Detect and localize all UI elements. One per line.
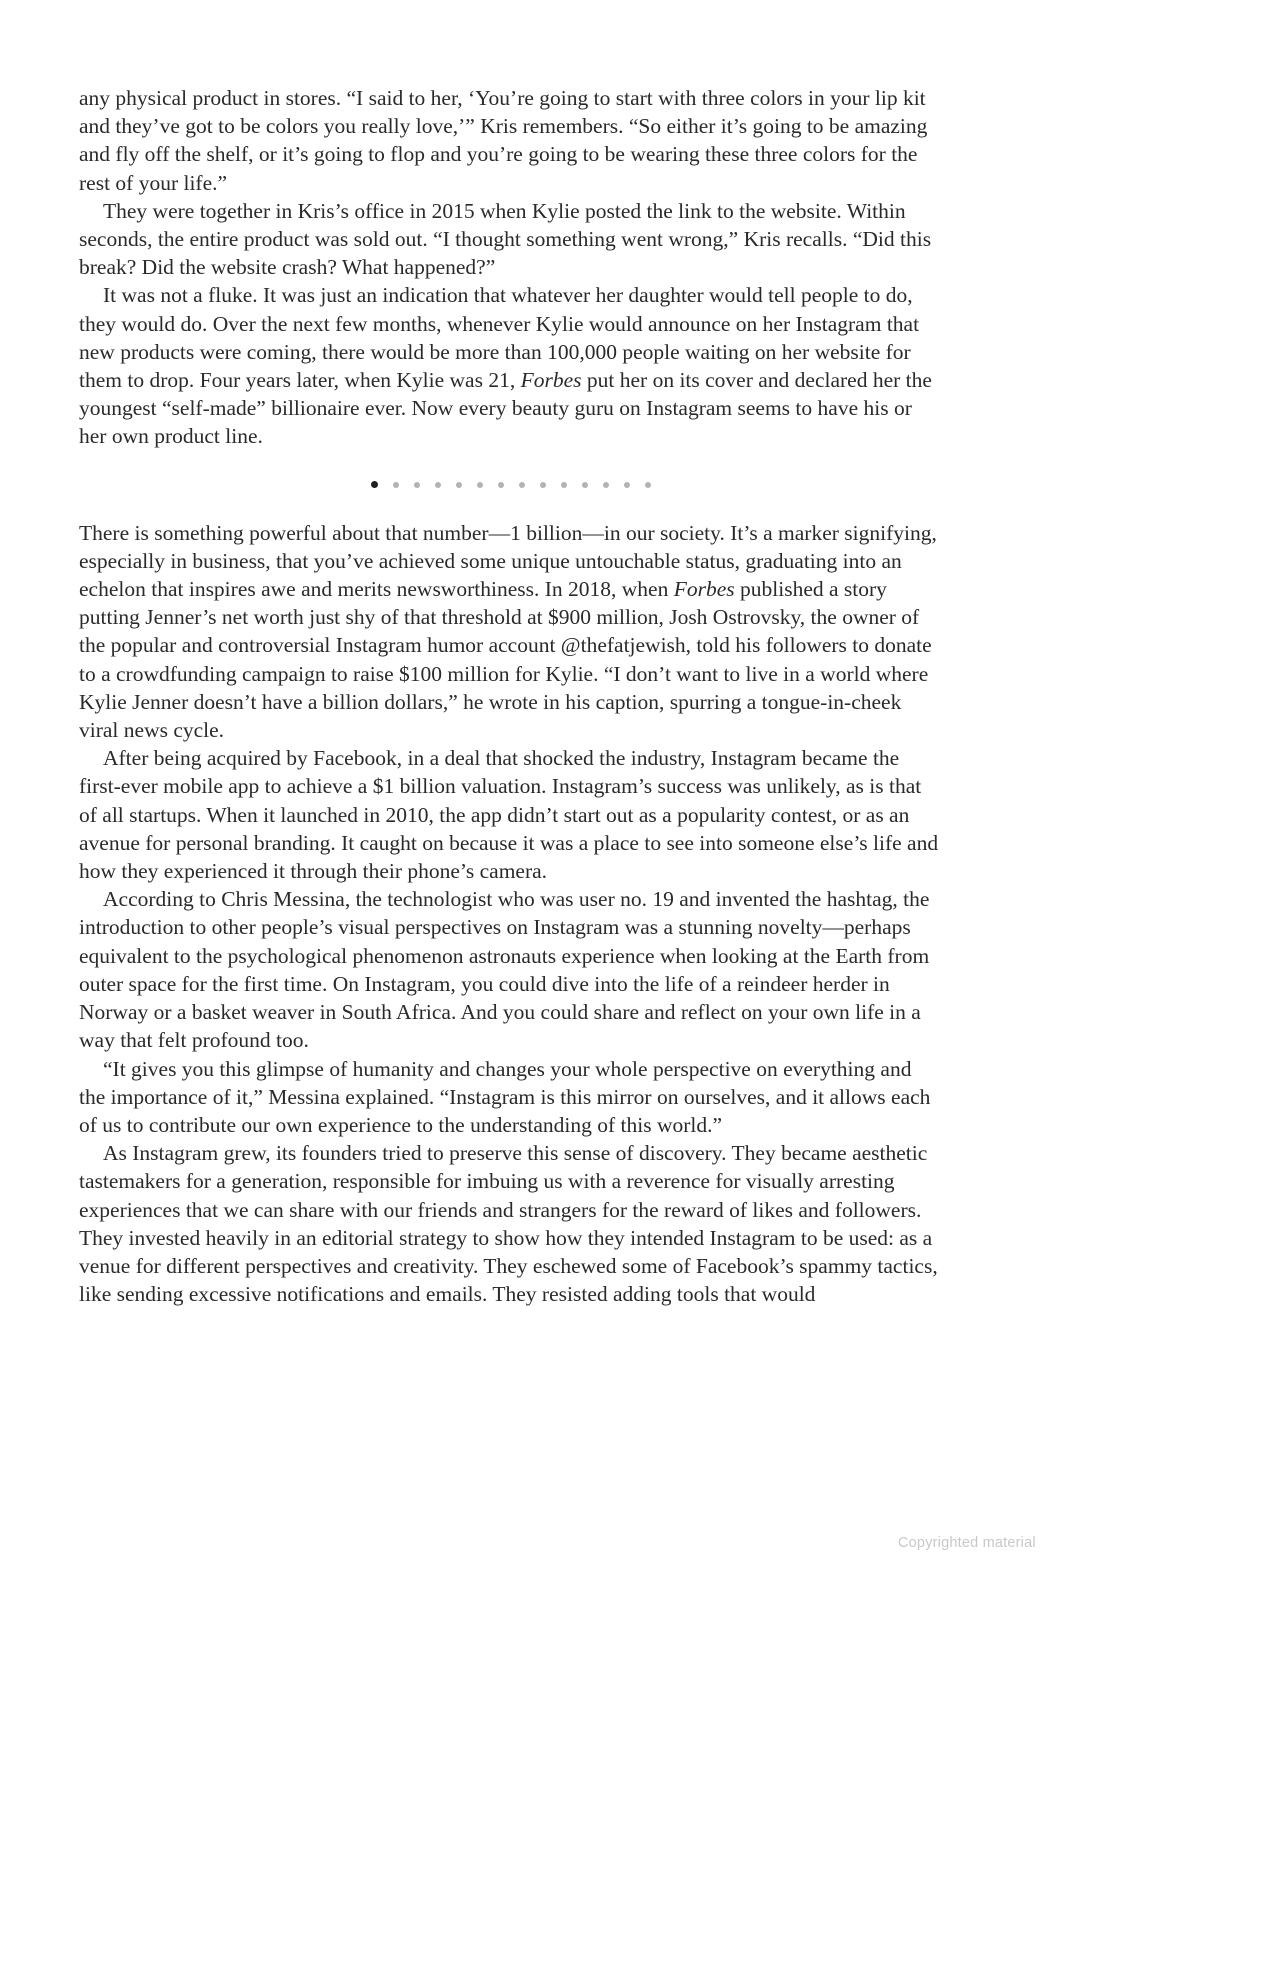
- separator-dot-active: [371, 481, 378, 488]
- paragraph: [79, 84, 943, 197]
- paragraph: [79, 744, 943, 885]
- text-run: put her on its cover and declared her the youngest “self-made” billionaire ever. Now every beauty guru on Instagram seems to have his or her own product line.: [79, 368, 932, 449]
- separator-dot: [393, 482, 399, 488]
- text-run: There is something powerful about that number—1 billion—in our society. It’s a marker signifying, especially in business, that you’ve achieved some unique untouchable status, graduating into an echelon that inspires awe and merits newsworthiness. In 2018, when: [79, 520, 937, 602]
- paragraph: [79, 519, 943, 745]
- text-run: As Instagram grew, its founders tried to preserve this sense of discovery. They became aesthetic tastemakers for a generation, responsible for imbuing us with a reverence for visually arresting experiences that we can share with our friends and strangers for the reward of likes and followers. They invested heavily in an editorial strategy to show how they intended Instagram to be used: as a venue for different perspectives and creativity. They eschewed some of Facebook’s spammy tactics, like sending excessive notifications and emails. They resisted adding tools that would: [79, 1141, 938, 1307]
- separator-dot: [435, 482, 441, 488]
- text-run: According to Chris Messina, the technologist who was user no. 19 and invented the hashtag, the introduction to other people’s visual perspectives on Instagram was a stunning novelty—perhaps equivalent to the psychological phenomenon astronauts experience when looking at the Earth from outer space for the first time. On Instagram, you could dive into the life of a reindeer herder in Norway or a basket weaver in South Africa. And you could share and reflect on your own life in a way that felt profound too.: [79, 887, 930, 1053]
- separator-dot: [456, 482, 462, 488]
- separator-dot: [624, 482, 630, 488]
- italic-text-run: Forbes: [520, 368, 582, 393]
- section-separator-dots: [79, 481, 943, 489]
- paragraph: [79, 1055, 943, 1140]
- text-run: “It gives you this glimpse of humanity and changes your whole perspective on everything and the importance of it,” Messina explained. “Instagram is this mirror on ourselves, and it allows each of us to contribute our own experience to the understanding of this world.”: [79, 1056, 931, 1137]
- separator-dot: [603, 482, 609, 488]
- separator-dot: [414, 482, 420, 488]
- text-run: After being acquired by Facebook, in a deal that shocked the industry, Instagram became the first-ever mobile app to achieve a $1 billion valuation. Instagram’s success was unlikely, as is that of all startups. When it launched in 2010, the app didn’t start out as a popularity contest, or as an avenue for personal branding. It caught on because it was a place to see into someone else’s life and how they experienced it through their phone’s camera.: [79, 746, 939, 884]
- separator-dot: [519, 482, 525, 488]
- separator-dot: [477, 482, 483, 488]
- separator-dot: [582, 482, 588, 488]
- paragraph: [79, 885, 943, 1054]
- separator-dot: [561, 482, 567, 488]
- paragraph: [79, 197, 943, 282]
- text-run: any physical product in stores. “I said to her, ‘You’re going to start with three colors in your lip kit and they’ve got to be colors you really love,’” Kris remembers. “So either it’s going to be amazing and fly off the shelf, or it’s going to flop and you’re going to be wearing these three colors for the rest of your life.”: [79, 86, 928, 195]
- separator-dot: [498, 482, 504, 488]
- text-run: It was not a fluke. It was just an indication that whatever her daughter would tell people to do, they would do. Over the next few months, whenever Kylie would announce on her Instagram that new products were coming, there would be more than 100,000 people waiting on her website for them to drop. Four years later, when Kylie was 21,: [79, 283, 920, 393]
- italic-text-run: Forbes: [673, 577, 735, 602]
- separator-dot: [540, 482, 546, 488]
- copyright-watermark: Copyrighted material: [898, 1535, 1036, 1551]
- paragraph: [79, 281, 943, 450]
- separator-dot: [645, 482, 651, 488]
- text-section-2: [79, 519, 943, 1309]
- text-run: They were together in Kris’s office in 2015 when Kylie posted the link to the website. Within seconds, the entire product was sold out. “I thought something went wrong,” Kris recalls. “Did this break? Did the website crash? What happened?”: [79, 198, 932, 280]
- text-run: published a story putting Jenner’s net worth just shy of that threshold at $900 million, Josh Ostrovsky, the owner of the popular and controversial Instagram humor account @thefatjewish, told his followers to donate to a crowdfunding campaign to raise $100 million for Kylie. “I don’t want to live in a world where Kylie Jenner doesn’t have a billion dollars,” he wrote in his caption, spurring a tongue-in-cheek viral news cycle.: [79, 577, 932, 743]
- paragraph: [79, 1139, 943, 1308]
- text-section-1: [79, 0, 943, 451]
